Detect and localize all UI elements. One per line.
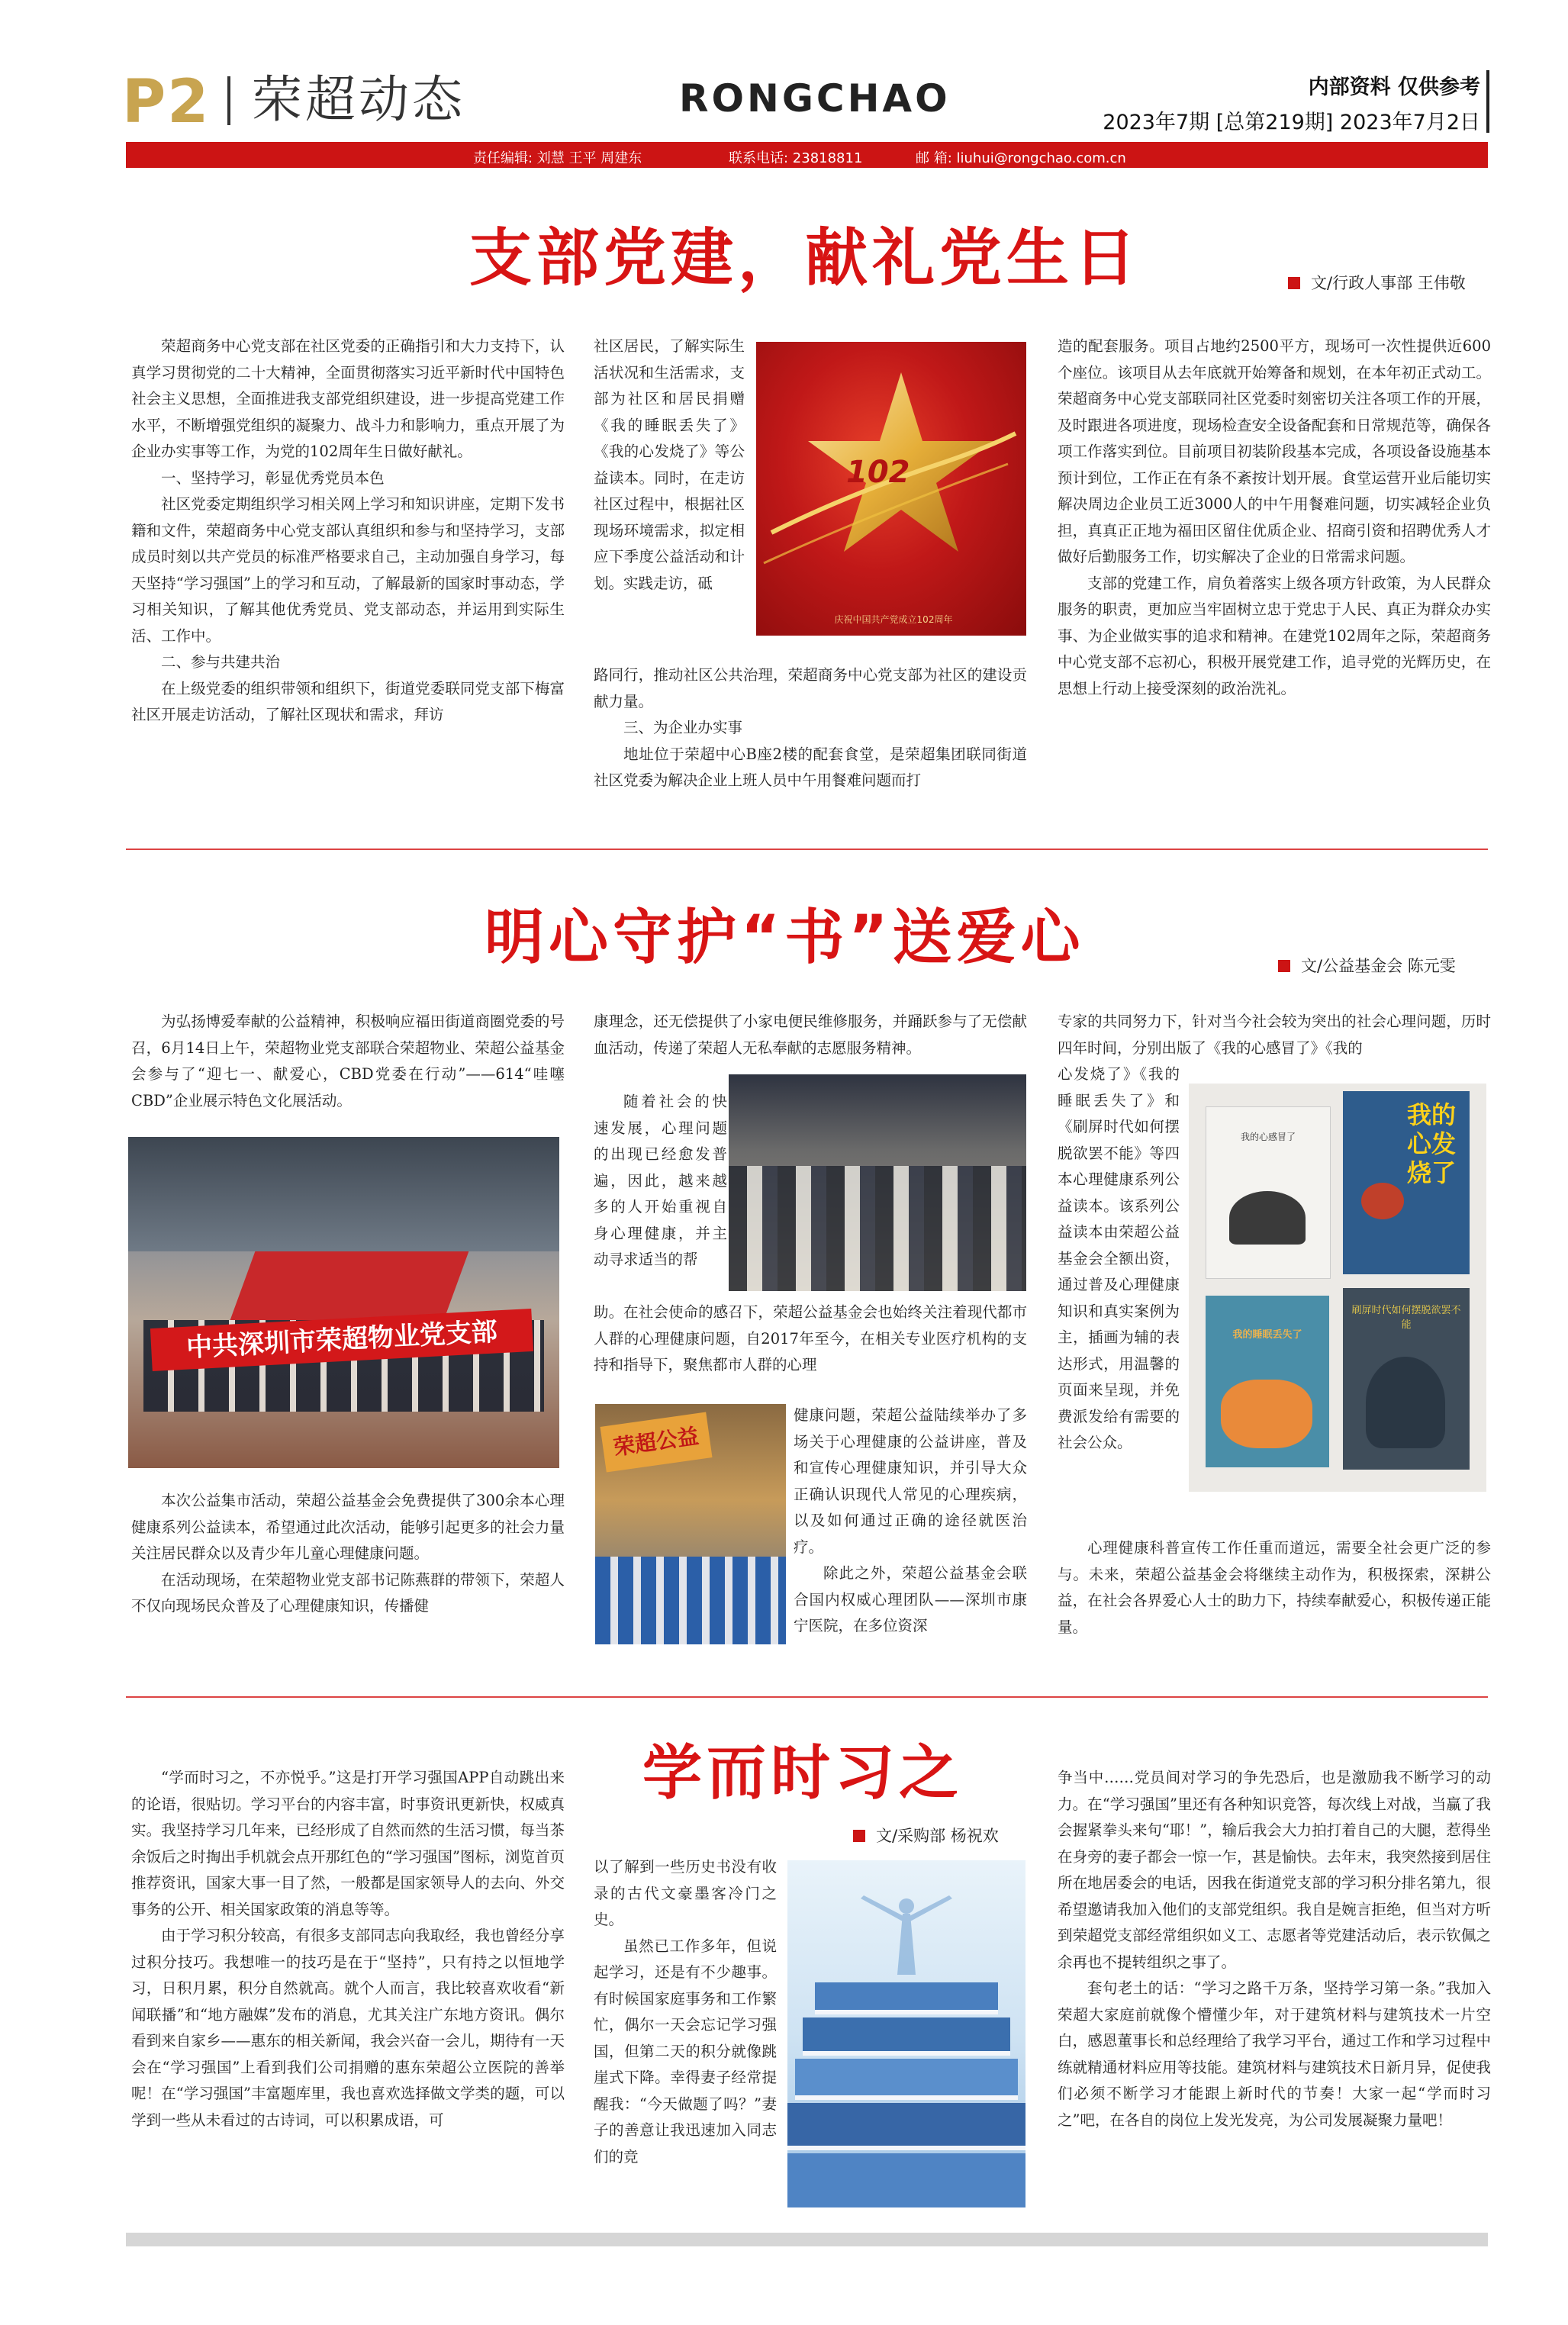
section-divider <box>126 1696 1488 1698</box>
paragraph: 社区党委定期组织学习相关网上学习和知识讲座，定期下发书籍和文件，荣超商务中心党支部认真组织和参与和坚持学习，支部成员时刻以共产党员的标准严格要求自己，主动加强自身学习，每天坚持“学习强国”上的学习和互动，了解最新的国家时事动态，学习相关知识，了解其他优秀党员、党支部动态，并运用到实际生活、工作中。 <box>131 495 565 645</box>
article1-column-2-bottom <box>594 662 1027 794</box>
paragraph: 以了解到一些历史书没有收录的古代文豪墨客冷门之史。 <box>594 1858 777 1928</box>
paragraph: 由于学习积分较高，有很多支部同志向我取经，我也曾经分享过积分技巧。我想唯一的技巧是在于“坚持”，只有持之以恒地学习，日积月累，积分自然就高。就个人而言，我比较喜欢收看“新闻联播”和“地方融媒”发布的消息，尤其关注广东地方资讯。偶尔看到来自家乡——惠东的相关新闻，我会兴奋一会儿，期待有一天会在“学习强国”上看到我们公司捐赠的惠东荣超公立医院的善举呢！在“学习强国”丰富题库里，我也喜欢选择做文学类的题，可以学到一些从未看过的古诗词，可以积累成语，可 <box>131 1927 565 2129</box>
paragraph: 虽然已工作多年，但说起学习，还是有不少趣事。有时候国家庭事务和工作繁忙，偶尔一天会忘记学习强国，但第二天的积分就像跳崖式下降。幸得妻子经常提醒我：“今天做题了吗？”妻子的善意让我迅速加入同志们的竞 <box>594 1937 777 2166</box>
internal-note: 内部资料 仅供参考 <box>1308 76 1480 99</box>
paragraph: 套句老土的话：“学习之路千万条，坚持学习第一条。”我加入荣超大家庭前就像个懵懂少年，对于建筑材料与建筑技术一片空白，感恩董事长和总经理给了我学习平台，通过工作和学习过程中练就精通材料应用等技能。建筑材料与建筑技术日新月异，促使我们必须不断学习才能跟上新时代的节奏！大家一起“学而时习之”吧，在各自的岗位上发光发亮，为公司发展凝聚力量吧！ <box>1058 1979 1491 2129</box>
book-illustration <box>1366 1357 1445 1448</box>
paragraph: 支部的党建工作，肩负着落实上级各项方针政策，为人民群众服务的职责，更加应当牢固树立忠于党忠于人民、真正为群众办实事、为企业做实事的追求和精神。在建党102周年之际，荣超商务中心党支部不忘初心，积极开展党建工作，追寻党的光辉历史，在思想上行动上接受深刻的政治洗礼。 <box>1058 574 1491 697</box>
book-cover-1 <box>1206 1106 1331 1279</box>
article1-column-1 <box>131 333 565 729</box>
photo-counter <box>595 1557 786 1644</box>
book-title: 我的心发烧了 <box>1407 1100 1457 1187</box>
paragraph: 为弘扬博爱奉献的公益精神，积极响应福田街道商圈党委的号召，6月14日上午，荣超物业党支部联合荣超物业、荣超公益基金会参与了“迎七一、献爱心，CBD党委在行动”——614“哇噻CBD”企业展示特色文化展活动。 <box>131 1013 565 1109</box>
party-banner: 中共深圳市荣超物业党支部 <box>150 1309 533 1371</box>
visitors-photo <box>729 1074 1026 1291</box>
masthead-separator <box>227 76 230 125</box>
article1-title: 支部党建，献礼党生日 <box>469 222 1141 295</box>
article1-column-2-top <box>594 333 745 597</box>
book-illustration <box>1229 1191 1306 1245</box>
article3-column-3 <box>1058 1765 1491 2133</box>
article3-column-1 <box>131 1765 565 2133</box>
page-number: P2 <box>122 68 211 137</box>
paragraph: 专家的共同努力下，针对当今社会较为突出的社会心理问题，历时四年时间，分别出版了《我的心感冒了》《我的 <box>1058 1013 1491 1057</box>
article3-title: 学而时习之 <box>642 1739 964 1808</box>
masthead-rule <box>1486 70 1489 133</box>
book-cover-3 <box>1206 1296 1329 1467</box>
book-title: 我的睡眠丢失了 <box>1232 1329 1302 1341</box>
article1-column-3 <box>1058 333 1491 702</box>
paragraph: 心发烧了》《我的睡眠丢失了》和《刷屏时代如何摆脱欲罢不能》等四本心理健康系列公益读本。该系列公益读本由荣超公益基金会全额出资，通过普及心理健康知识和真实案例为主，插画为辅的表达形式，用温馨的页面来呈现，并免费派发给有需要的社会公众。 <box>1058 1065 1180 1451</box>
article2-column-1-bottom <box>131 1488 565 1620</box>
paragraph: 路同行，推动社区公共治理，荣超商务中心党支部为社区的建设贡献力量。 <box>594 666 1027 710</box>
paragraph: 除此之外，荣超公益基金会联合国内权威心理团队——深圳市康宁医院，在多位资深 <box>794 1564 1027 1634</box>
paragraph: 三、为企业办实事 <box>623 719 743 736</box>
paragraph: 随着社会的快速发展，心理问题的出现已经愈发普遍，因此，越来越多的人开始重视自身心理健康，并主动寻求适当的帮 <box>594 1093 727 1268</box>
paragraph: 社区居民，了解实际生活状况和生活需求，支部为社区和居民捐赠《我的睡眠丢失了》《我的心发烧了》等公益读本。同时，在走访社区过程中，根据社区现场环境需求，拟定相应下季度公益活动和计划。实践走访，砥 <box>594 337 745 592</box>
byline-marker <box>853 1830 865 1842</box>
paragraph: 在上级党委的组织带领和组织下，街道党委联同党支部下梅富社区开展走访活动，了解社区现状和需求，拜访 <box>131 679 565 723</box>
paragraph: 心理健康科普宣传工作任重而道远，需要全社会更广泛的参与。未来，荣超公益基金会将继续主动作为，积极探索，深耕公益，在社会各界爱心人士的助力下，持续奉献爱心，积极传递正能量。 <box>1058 1539 1491 1636</box>
contact-phone: 联系电话: 23818811 <box>729 150 863 166</box>
paragraph: 争当中……党员间对学习的争先恐后，也是激励我不断学习的动力。在“学习强国”里还有各种知识竞答，每次线上对战，当赢了我会握紧拳头来句“耶！”，输后我会大力拍打着自己的大腿，惹得坐在身旁的妻子都会一惊一乍，甚是愉快。去年末，我突然接到居住所在地居委会的电话，因我在街道党支部的学习积分排名第九，很希望邀请我加入他们的支部党组织。我自是婉言拒绝，但当对方听到荣超党支部经常组织如义工、志愿者等党建活动后，表示钦佩之余再也不提转组织之事了。 <box>1058 1769 1491 1971</box>
byline-marker <box>1288 277 1300 289</box>
poster-caption: 庆祝中国共产党成立102周年 <box>834 614 953 625</box>
book-title: 我的心感冒了 <box>1240 1132 1296 1142</box>
article2-byline <box>1278 954 1456 977</box>
photo-people <box>729 1166 1026 1291</box>
paragraph: 地址位于荣超中心B座2楼的配套食堂，是荣超集团联同街道社区党委为解决企业上班人员中午用餐难问题而打 <box>594 745 1027 789</box>
shop-sign: 荣超公益 <box>600 1412 713 1473</box>
article2-column-2-top <box>594 1009 1027 1061</box>
article2-byline-text: 文/公益基金会 陈元雯 <box>1301 957 1456 975</box>
article2-column-2-mid <box>594 1089 727 1274</box>
paragraph: 本次公益集市活动，荣超公益基金会免费提供了300余本心理健康系列公益读本，希望通过此次活动，能够引起更多的社会力量关注居民群众以及青少年儿童心理健康问题。 <box>131 1492 565 1562</box>
article1-byline-text: 文/行政人事部 王伟敬 <box>1311 274 1466 292</box>
books-stack-icon <box>787 1860 1025 2207</box>
book-title: 刷屏时代如何摆脱欲罢不能 <box>1351 1305 1461 1331</box>
book-cover-4 <box>1343 1288 1470 1470</box>
study-illustration <box>787 1860 1025 2207</box>
article2-title: 明心守护“书”送爱心 <box>485 903 1085 972</box>
contact-email: 邮 箱: liuhui@rongchao.com.cn <box>916 150 1126 166</box>
article3-byline-text: 文/采购部 杨祝欢 <box>876 1827 999 1845</box>
issue-info: 2023年7期 [总第219期] 2023年7月2日 <box>1103 111 1480 134</box>
article3-column-2 <box>594 1854 777 2170</box>
photo-ceiling <box>128 1137 559 1251</box>
paragraph: 一、坚持学习，彰显优秀党员本色 <box>161 469 385 487</box>
article2-column-3-top <box>1058 1009 1491 1061</box>
article2-column-3-side <box>1058 1061 1180 1457</box>
book-stall-photo <box>595 1404 786 1644</box>
editor-bar <box>126 142 1488 168</box>
books-photo <box>1189 1084 1486 1492</box>
book-cover-2 <box>1343 1091 1470 1274</box>
book-illustration <box>1221 1380 1312 1448</box>
article2-column-2-low <box>794 1402 1027 1640</box>
paragraph: 造的配套服务。项目占地约2500平方，现场可一次性提供近600个座位。该项目从去年底就开始筹备和规划，在本年初正式动工。荣超商务中心党支部联同社区党委时刻密切关注各项工作的开展，及时跟进各项进度，现场检查安全设备配套和日常规范等，确保各项工作落实到位。目前项目初装阶段基本完成，各项设备设施基本预计到位，工作正在有条不紊按计划开展。食堂运营开业后能切实解决周边企业员工近3000人的中午用餐难问题，切实减轻企业负担，真真正正地为福田区留住优质企业、招商引资和招聘优秀人才做好后勤服务工作，切实解决了企业的日常需求问题。 <box>1058 337 1491 565</box>
section-divider <box>126 849 1488 850</box>
party-anniversary-poster <box>756 342 1026 636</box>
article2-column-2-mid2 <box>594 1299 1027 1379</box>
paragraph: “学而时习之，不亦悦乎。”这是打开学习强国APP自动跳出来的论语，很贴切。学习平台的内容丰富，时事资讯更新快，权威真实。我坚持学习几年来，已经形成了自然而然的生活习惯，每当茶余饭后之时掏出手机就会点开那红色的“学习强国”图标，浏览首页推荐资讯，国家大事一目了然，一般都是国家领导人的去向、外交事务的公开、相关国家政策的消息等等。 <box>131 1769 565 1918</box>
paragraph: 康理念，还无偿提供了小家电便民维修服务，并踊跃参与了无偿献血活动，传递了荣超人无私奉献的志愿服务精神。 <box>594 1013 1027 1057</box>
paragraph: 助。在社会使命的感召下，荣超公益基金会也始终关注着现代都市人群的心理健康问题，自2017年至今，在相关专业医疗机构的支持和指导下，聚焦都市人群的心理 <box>594 1303 1027 1373</box>
paragraph: 二、参与共建共治 <box>161 653 281 671</box>
brand-logo: RONGCHAO <box>679 76 951 121</box>
byline-marker <box>1278 960 1290 972</box>
paragraph: 荣超商务中心党支部在社区党委的正确指引和大力支持下，认真学习贯彻党的二十大精神，全面贯彻落实习近平新时代中国特色社会主义思想，全面推进我支部党组织建设，进一步提高党建工作水平，不断增强党组织的凝聚力、战斗力和影响力，重点开展了为企业办实事等工作，为党的102周年生日做好献礼。 <box>131 337 565 460</box>
group-photo <box>128 1137 559 1468</box>
paragraph: 在活动现场，在荣超物业党支部书记陈燕群的带领下，荣超人不仅向现场民众普及了心理健康知识，传播健 <box>131 1570 565 1615</box>
article1-byline <box>1288 271 1466 294</box>
article2-column-3-end <box>1058 1535 1491 1641</box>
poster-number: 102 <box>846 455 910 490</box>
footer-bar <box>126 2233 1488 2246</box>
article3-byline <box>853 1824 999 1847</box>
book-illustration <box>1361 1183 1404 1219</box>
article2-column-1-top <box>131 1009 565 1114</box>
photo-red-backdrop <box>230 1251 469 1320</box>
paragraph: 健康问题，荣超公益陆续举办了多场关于心理健康的公益讲座，普及和宣传心理健康知识，并引导大众正确认识现代人常见的心理疾病，以及如何通过正确的途径就医治疗。 <box>794 1406 1027 1556</box>
section-title: 荣超动态 <box>252 70 465 129</box>
editor-names: 责任编辑: 刘慧 王平 周建东 <box>473 150 642 166</box>
